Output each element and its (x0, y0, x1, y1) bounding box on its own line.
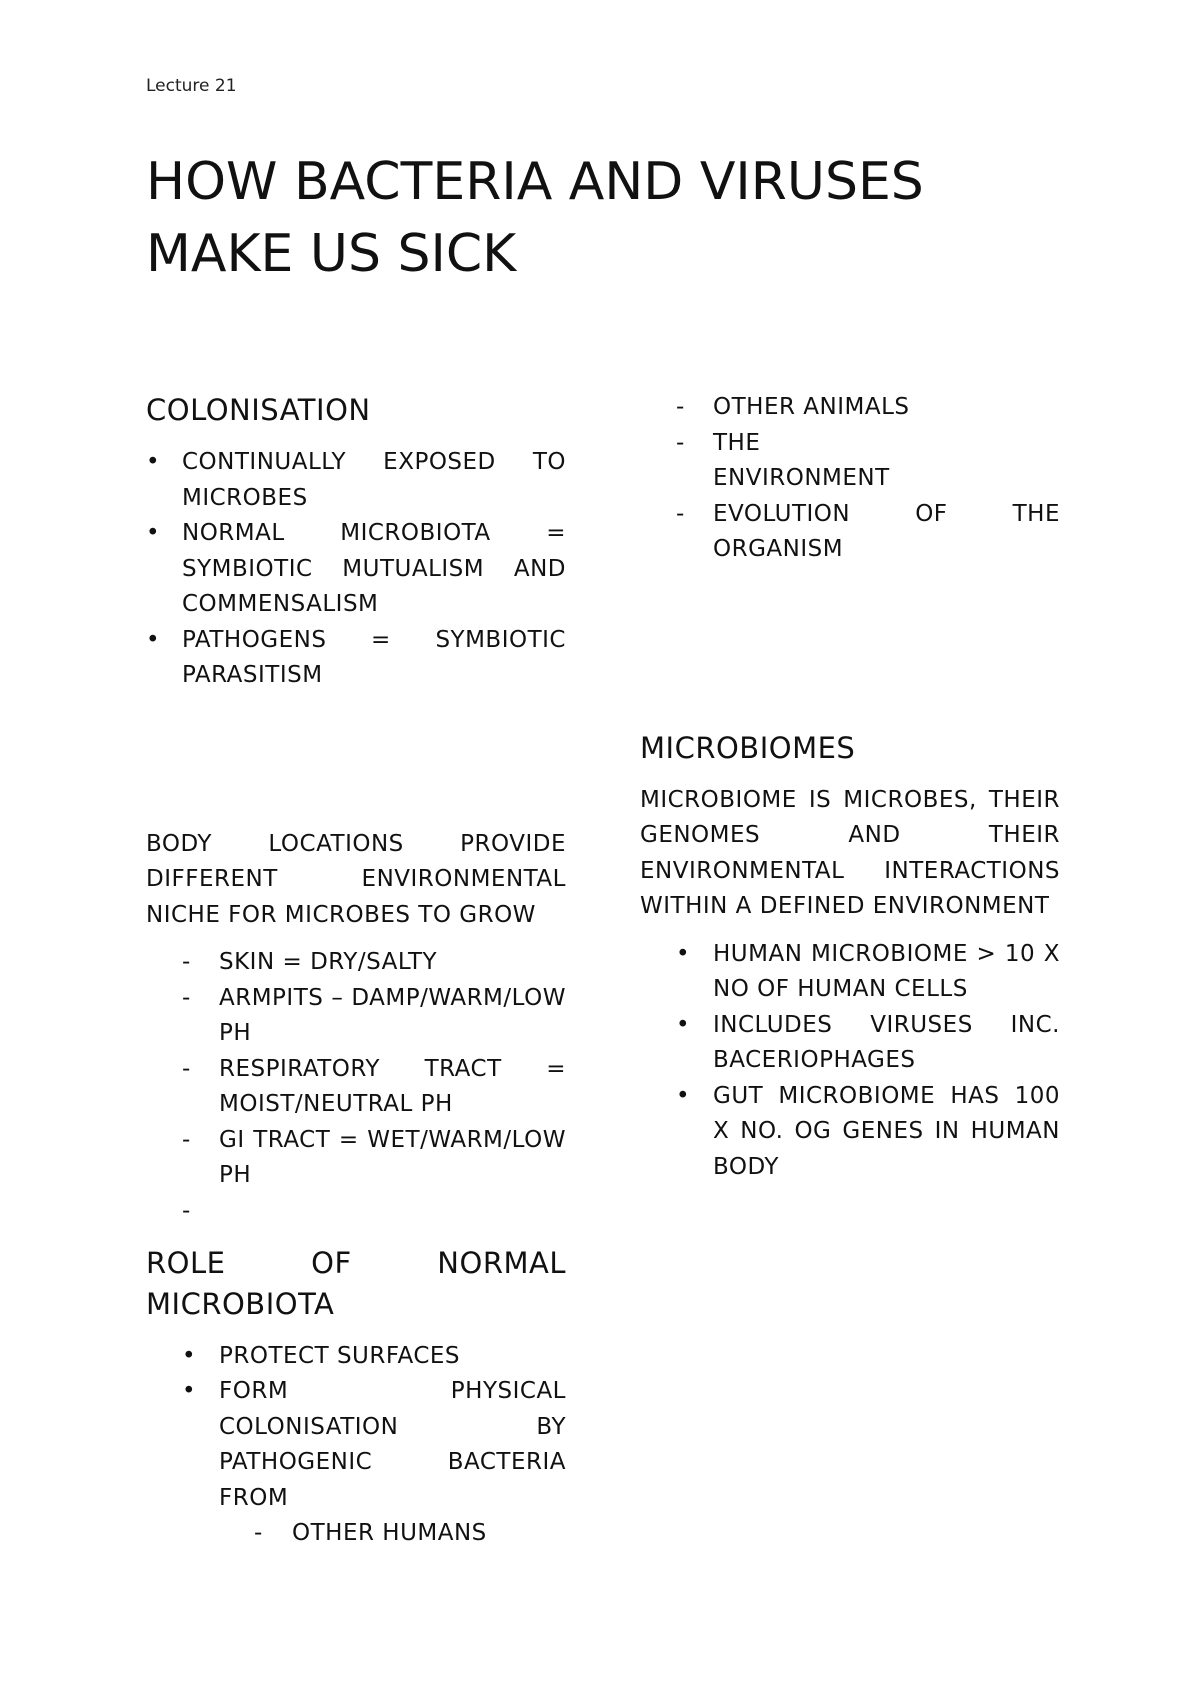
dash-marker: - (182, 1197, 191, 1224)
dash-marker: - (676, 500, 685, 527)
list-item: • CONTINUALLY EXPOSED TO MICROBES (146, 445, 566, 516)
bullet-marker: • (676, 940, 691, 967)
continued-list (640, 390, 1060, 568)
role-heading: ROLE OF NORMAL MICROBIOTA (146, 1245, 566, 1321)
page-title: HOW BACTERIA AND VIRUSES MAKE US SICK (146, 152, 924, 284)
body-locations-list (146, 945, 566, 1229)
list-item: - EVOLUTION OF THE ORGANISM (640, 497, 1060, 568)
list-item: • INCLUDES VIRUSES INC. BACERIOPHAGES (640, 1008, 1060, 1079)
list-item: • GUT MICROBIOME HAS 100 X NO. OG GENES IN HUMAN BODY (640, 1079, 1060, 1186)
microbiome-definition: MICROBIOME IS MICROBES, THEIR GENOMES AND THEIR ENVIRONMENTAL INTERACTIONS WITHIN A DEFINED ENVIRONMENT (640, 786, 1060, 919)
dash-marker: - (676, 429, 685, 456)
dash-marker: - (182, 949, 191, 975)
bullet-marker: • (676, 1011, 691, 1038)
list-item: • PROTECT SURFACES (146, 1339, 566, 1375)
dash-marker: - (254, 1520, 263, 1546)
document-header: Lecture 21 (146, 76, 237, 96)
left-column (146, 390, 566, 1552)
bullet-marker: • (182, 1378, 197, 1404)
role-sub-list (146, 1516, 566, 1552)
colonisation-heading: COLONISATION (146, 393, 371, 427)
dash-marker: - (182, 984, 191, 1011)
list-item: - ARMPITS – DAMP/WARM/LOW PH (146, 981, 566, 1052)
list-item: • PATHOGENS = SYMBIOTIC PARASITISM (146, 623, 566, 694)
bullet-marker: • (146, 626, 161, 653)
dash-marker: - (182, 1126, 191, 1153)
list-item: - RESPIRATORY TRACT = MOIST/NEUTRAL PH (146, 1052, 566, 1123)
list-item: • NORMAL MICROBIOTA = SYMBIOTIC MUTUALISM AND COMMENSALISM (146, 516, 566, 623)
colonisation-list (146, 445, 566, 694)
list-item: - OTHER HUMANS (146, 1516, 566, 1552)
bullet-marker: • (146, 449, 161, 475)
right-column (640, 390, 1060, 1185)
dash-marker: - (182, 1055, 191, 1082)
list-item: - OTHER ANIMALS (640, 390, 1060, 426)
list-item: • HUMAN MICROBIOME > 10 X NO OF HUMAN CELLS (640, 937, 1060, 1008)
list-item: - GI TRACT = WET/WARM/LOW PH (146, 1123, 566, 1194)
microbiome-list (640, 937, 1060, 1186)
bullet-marker: • (676, 1082, 691, 1109)
role-list (146, 1339, 566, 1517)
body-locations-paragraph: BODY LOCATIONS PROVIDE DIFFERENT ENVIRONMENTAL NICHE FOR MICROBES TO GROW (146, 830, 566, 928)
list-item: - THE ENVIRONMENT (640, 426, 1060, 497)
list-item: - SKIN = DRY/SALTY (146, 945, 566, 981)
list-item (146, 1194, 566, 1229)
bullet-marker: • (146, 520, 161, 546)
list-item: • FORM PHYSICAL COLONISATION BY PATHOGENIC BACTERIA FROM (146, 1374, 566, 1516)
dash-marker: - (676, 394, 685, 420)
microbiomes-heading: MICROBIOMES (640, 730, 856, 765)
bullet-marker: • (182, 1342, 197, 1369)
